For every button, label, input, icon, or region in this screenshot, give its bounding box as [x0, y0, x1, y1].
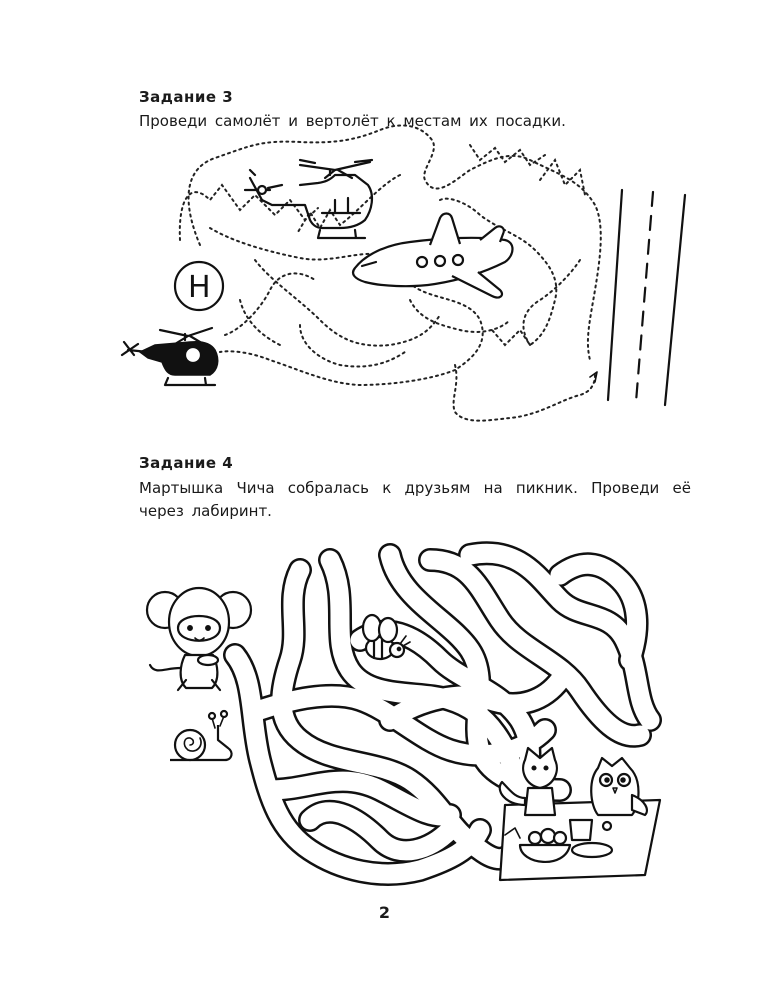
- page-number: 2: [378, 903, 391, 922]
- task-4-instruction: Мартышка Чича собралась к друзьям на пикник. Проведи её через лабиринт.: [139, 479, 691, 520]
- task-3-instruction: Проведи самолёт и вертолёт к местам их посадки.: [139, 112, 566, 130]
- owl-icon: [591, 758, 647, 815]
- task-4-title: Задание 4: [139, 454, 234, 472]
- task-3-title: Задание 3: [139, 88, 234, 106]
- snail-icon: [170, 711, 232, 760]
- helipad-letter: H: [188, 270, 211, 305]
